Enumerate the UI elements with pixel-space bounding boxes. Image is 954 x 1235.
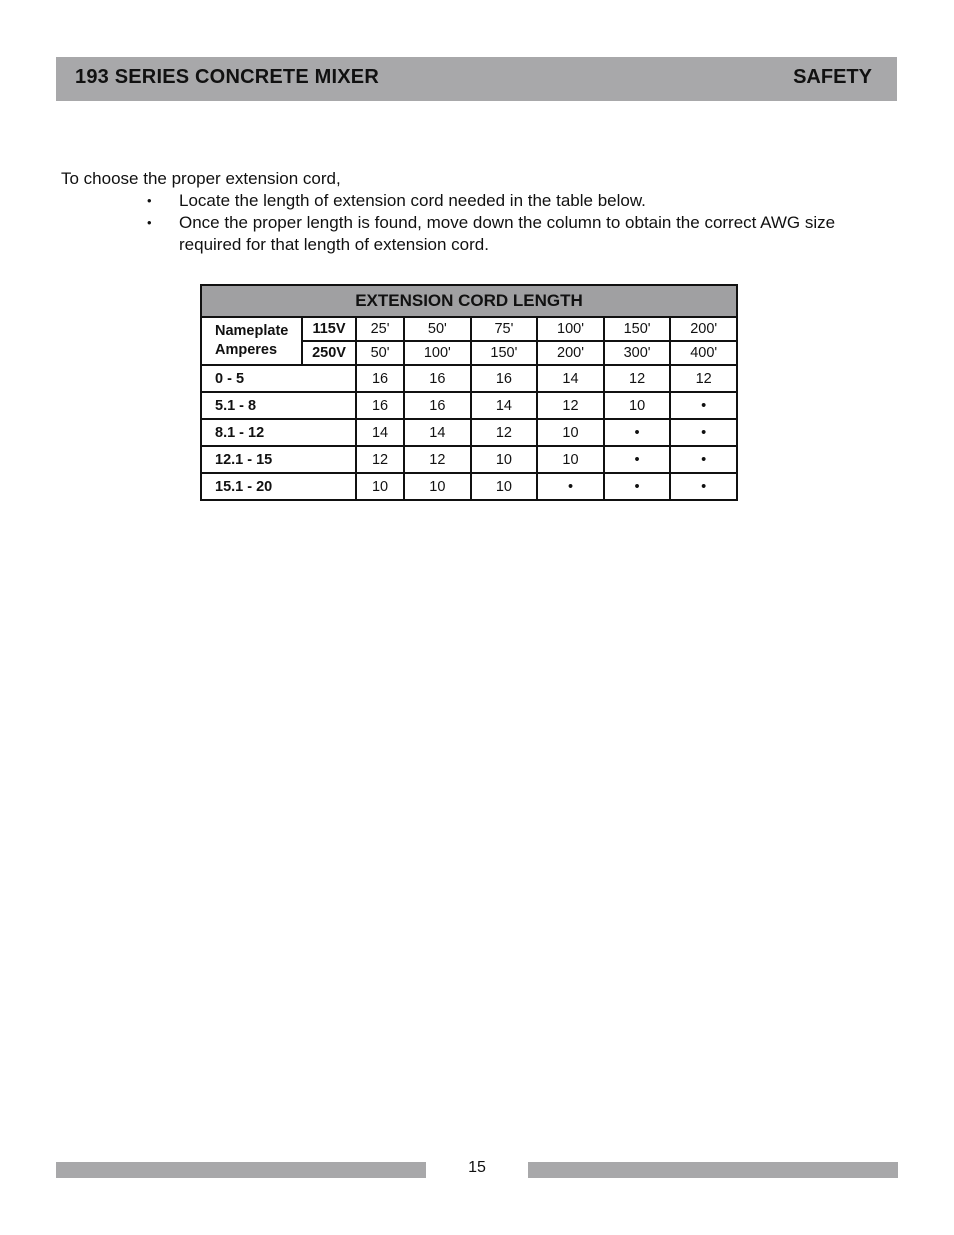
awg-cell: 10 [471,446,538,473]
length-cell: 100' [404,341,471,365]
length-cell: 200' [670,317,737,341]
length-cell: 50' [356,341,404,365]
intro-text [61,168,861,256]
awg-cell: 16 [471,365,538,392]
list-item [61,190,861,212]
page-number: 15 [468,1159,486,1176]
awg-cell: 12 [537,392,604,419]
amperage-range: 15.1 - 20 [201,473,356,500]
nameplate-amperes-header: Nameplate Amperes [201,317,302,365]
awg-cell: • [604,473,671,500]
footer-bar-right [528,1162,898,1178]
awg-cell: • [604,419,671,446]
list-item-text: Locate the length of extension cord needed in the table below. [179,191,646,210]
awg-cell: 14 [537,365,604,392]
length-cell: 400' [670,341,737,365]
awg-cell: • [604,446,671,473]
amperage-range: 5.1 - 8 [201,392,356,419]
bullet-icon: • [147,215,152,230]
amperage-range: 8.1 - 12 [201,419,356,446]
awg-cell: • [670,419,737,446]
awg-cell: 10 [404,473,471,500]
length-cell: 300' [604,341,671,365]
header-bar [56,57,897,101]
length-cell: 50' [404,317,471,341]
awg-cell: 10 [356,473,404,500]
amperage-range: 0 - 5 [201,365,356,392]
awg-cell: 14 [471,392,538,419]
list-item-text: Once the proper length is found, move down the column to obtain the correct AWG size required for that length of extension cord. [179,213,836,254]
awg-cell: 10 [537,419,604,446]
awg-cell: 12 [404,446,471,473]
awg-cell: 10 [537,446,604,473]
length-cell: 25' [356,317,404,341]
voltage-115-label: 115V [302,317,356,341]
intro-lead: To choose the proper extension cord, [61,169,341,188]
table-row [201,392,737,419]
awg-cell: 16 [404,365,471,392]
voltage-250-label: 250V [302,341,356,365]
awg-cell: • [670,392,737,419]
amperage-range: 12.1 - 15 [201,446,356,473]
instruction-list [61,190,861,256]
awg-cell: 10 [604,392,671,419]
awg-cell: 12 [604,365,671,392]
length-cell: 150' [471,341,538,365]
table-header-row [201,317,737,341]
awg-cell: 12 [471,419,538,446]
length-cell: 75' [471,317,538,341]
document-title: 193 SERIES CONCRETE MIXER [75,66,379,88]
table-row [201,419,737,446]
awg-cell: 10 [471,473,538,500]
length-cell: 100' [537,317,604,341]
section-title: SAFETY [793,66,872,88]
awg-cell: 14 [404,419,471,446]
awg-cell: • [670,446,737,473]
awg-cell: 16 [404,392,471,419]
awg-cell: • [670,473,737,500]
length-cell: 150' [604,317,671,341]
extension-cord-table [200,284,738,501]
footer-bar-left [56,1162,426,1178]
list-item [61,212,861,256]
awg-cell: 16 [356,365,404,392]
table-row [201,446,737,473]
awg-cell: 14 [356,419,404,446]
table-row [201,365,737,392]
awg-cell: 12 [356,446,404,473]
length-cell: 200' [537,341,604,365]
table-title: EXTENSION CORD LENGTH [201,285,737,317]
table-row [201,473,737,500]
bullet-icon: • [147,193,152,208]
awg-cell: 16 [356,392,404,419]
awg-cell: 12 [670,365,737,392]
awg-cell: • [537,473,604,500]
